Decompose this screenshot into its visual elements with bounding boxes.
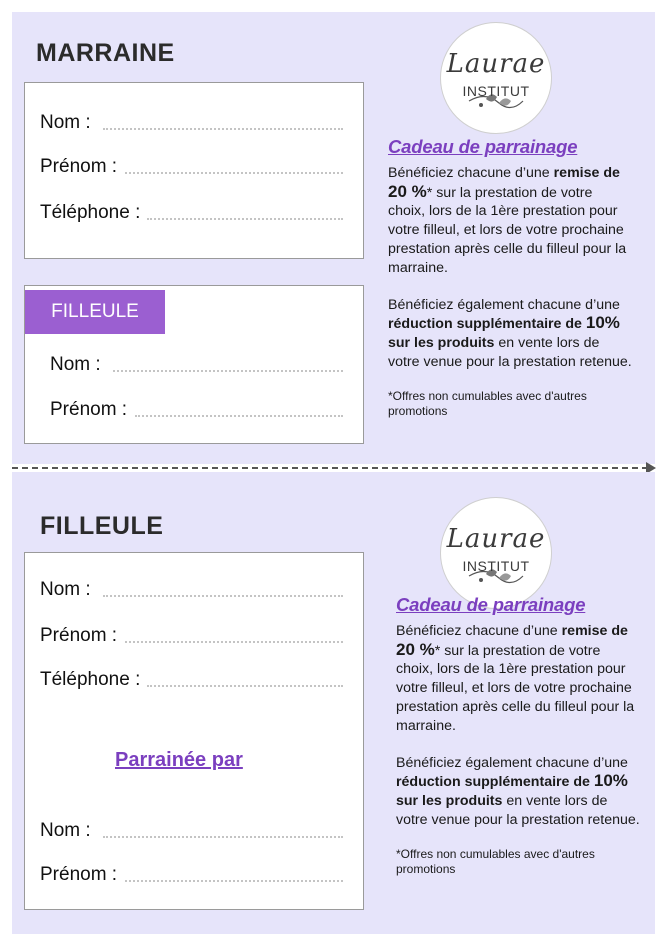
sponsor-prenom-label: Prénom : (40, 864, 118, 885)
offer-title-2: Cadeau de parrainage (396, 594, 586, 615)
marraine-telephone-label: Téléphone : (40, 202, 141, 223)
offer-note-2: *Offres non cumulables avec d'autres promotions (396, 846, 595, 877)
sponsor-prenom-field[interactable] (125, 880, 343, 882)
logo-script-2: Laurae (446, 524, 546, 554)
logo-sub-2: INSTITUT (462, 558, 530, 574)
filleule-info-box (24, 552, 364, 910)
marraine-card (12, 12, 655, 464)
offer-paragraph-1-2: Bénéficiez chacune d’une remise de 20 %* sur la prestation de votre choix, lors de la 1ère prestation pour votre filleul, et lors de votre prochaine prestation après celle du filleul pour la marraine. (396, 622, 635, 734)
cut-line (12, 467, 648, 469)
marraine-telephone-field[interactable] (147, 218, 343, 220)
offer-paragraph-2: Bénéficiez également chacune d’une réduction supplémentaire de 10% sur les produits en vente lors de votre venue pour la prestation retenue. (388, 296, 632, 370)
offer-paragraph-1: Bénéficiez chacune d’une remise de 20 %* sur la prestation de votre choix, lors de la 1ère prestation pour votre filleul, et lors de votre prochaine prestation après celle du filleul pour la marraine. (388, 164, 627, 276)
sponsor-nom-field[interactable] (103, 836, 343, 838)
logo-script: Laurae (446, 49, 546, 79)
marraine-prenom-label: Prénom : (40, 156, 118, 177)
filleule-mini-box (24, 285, 364, 444)
filleule-heading: FILLEULE (40, 512, 164, 540)
filleule-nom-field[interactable] (113, 370, 343, 372)
sponsor-nom-label: Nom : (40, 820, 91, 841)
marraine-nom-label: Nom : (40, 112, 91, 133)
laurae-logo (440, 22, 552, 134)
filleule-card (12, 472, 655, 934)
offer-text-2 (396, 596, 641, 878)
logo-sub: INSTITUT (462, 83, 530, 99)
filleule-prenom-field[interactable] (135, 415, 343, 417)
filleule-prenom-field-2[interactable] (125, 641, 343, 643)
marraine-prenom-field[interactable] (125, 172, 343, 174)
marraine-info-box (24, 82, 364, 259)
offer-note: *Offres non cumulables avec d'autres promotions (388, 388, 587, 419)
filleule-tag: FILLEULE (25, 290, 165, 334)
marraine-nom-field[interactable] (103, 128, 343, 130)
filleule-nom-label-2: Nom : (40, 579, 91, 600)
offer-title: Cadeau de parrainage (388, 136, 578, 157)
laurae-logo-2 (440, 497, 552, 609)
filleule-prenom-label: Prénom : (50, 399, 128, 420)
filleule-telephone-label: Téléphone : (40, 669, 141, 690)
parrainee-par-heading: Parrainée par (115, 749, 243, 771)
filleule-nom-field-2[interactable] (103, 595, 343, 597)
filleule-telephone-field[interactable] (147, 685, 343, 687)
filleule-nom-label: Nom : (50, 354, 101, 375)
offer-text (388, 138, 633, 420)
filleule-prenom-label-2: Prénom : (40, 625, 118, 646)
offer-paragraph-2-2: Bénéficiez également chacune d’une réduction supplémentaire de 10% sur les produits en vente lors de votre venue pour la prestation retenue. (396, 754, 640, 828)
marraine-heading: MARRAINE (36, 39, 175, 67)
